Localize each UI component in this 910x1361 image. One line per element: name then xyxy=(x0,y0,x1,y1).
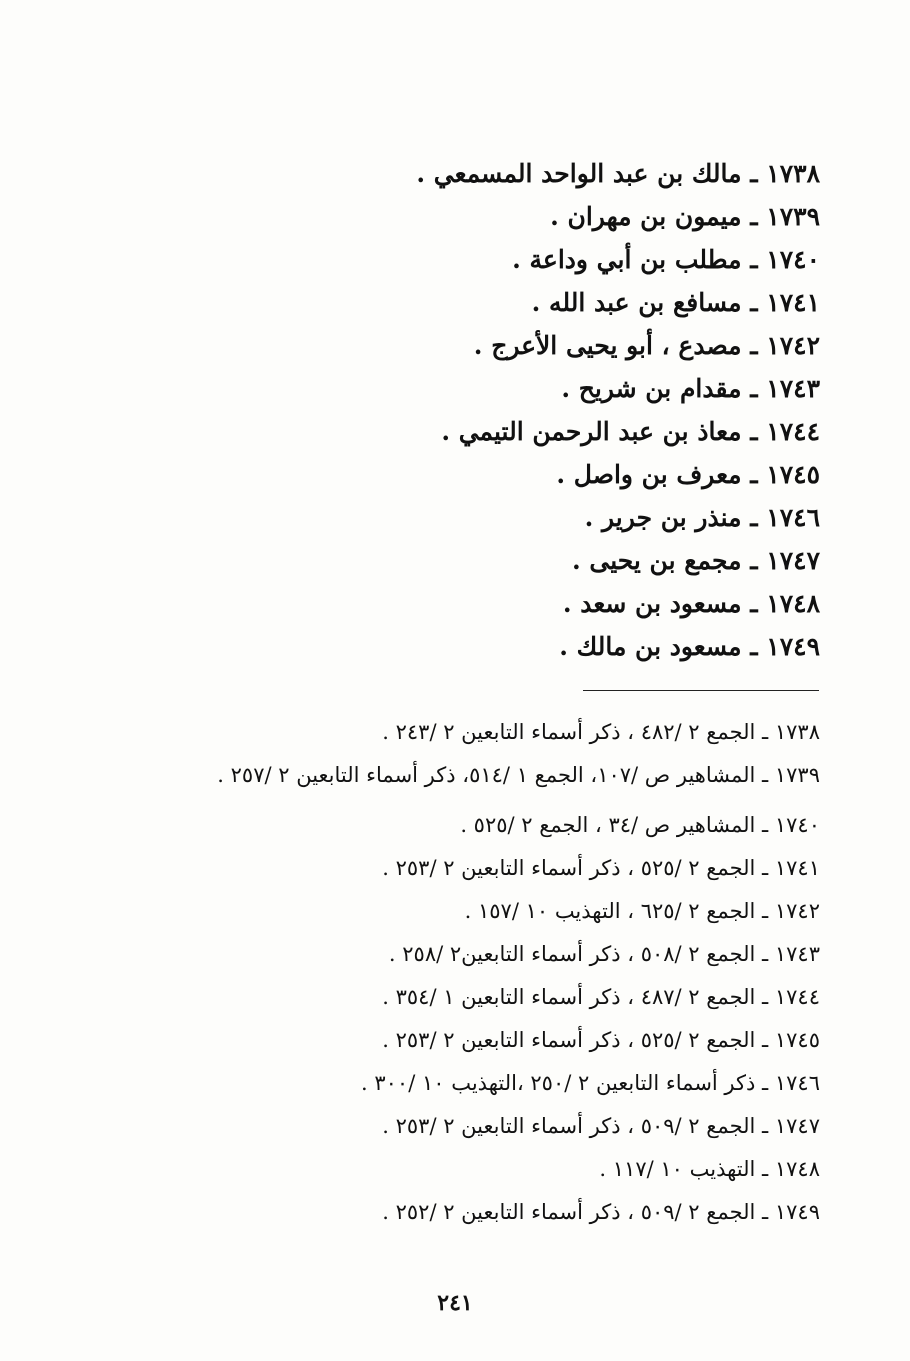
footnote-entry: ١٧٤٧ ـ الجمع ٢ /٥٠٩ ، ذكر أسماء التابعين ٢ /٢٥٣ . xyxy=(382,1114,820,1138)
footnote-entry: ١٧٤٣ ـ الجمع ٢ /٥٠٨ ، ذكر أسماء التابعين٢ /٢٥٨ . xyxy=(388,942,820,966)
narrator-entry: ١٧٤٩ ـ مسعود بن مالك . xyxy=(559,632,820,661)
narrator-entry: ١٧٤٧ ـ مجمع بن يحيى . xyxy=(571,546,820,575)
narrator-entry: ١٧٤٨ ـ مسعود بن سعد . xyxy=(562,589,820,618)
narrator-entry: ١٧٤١ ـ مسافع بن عبد الله . xyxy=(531,288,820,317)
footnote-entry: ١٧٤٨ ـ التهذيب ١٠ /١١٧ . xyxy=(599,1157,820,1181)
narrator-entry: ١٧٤٦ ـ منذر بن جرير . xyxy=(584,503,820,532)
footnote-entry: ١٧٤١ ـ الجمع ٢ /٥٢٥ ، ذكر أسماء التابعين ٢ /٢٥٣ . xyxy=(382,856,820,880)
narrator-entry: ١٧٤٥ ـ معرف بن واصل . xyxy=(556,460,820,489)
footnote-entry: ١٧٣٨ ـ الجمع ٢ /٤٨٢ ، ذكر أسماء التابعين ٢ /٢٤٣ . xyxy=(382,720,820,744)
footnote-entry: ١٧٤٢ ـ الجمع ٢ /٦٢٥ ، التهذيب ١٠ /١٥٧ . xyxy=(464,899,820,923)
narrator-entry: ١٧٤٣ ـ مقدام بن شريح . xyxy=(561,374,820,403)
footnote-list xyxy=(60,711,820,1234)
footnote-entry: ١٧٤٤ ـ الجمع ٢ /٤٨٧ ، ذكر أسماء التابعين ١ /٣٥٤ . xyxy=(382,985,820,1009)
narrator-entry: ١٧٤٠ ـ مطلب بن أبي وداعة . xyxy=(512,245,820,274)
footnote-entry: ١٧٤٩ ـ الجمع ٢ /٥٠٩ ، ذكر أسماء التابعين ٢ /٢٥٢ . xyxy=(382,1200,820,1224)
footnote-entry: ١٧٤٦ ـ ذكر أسماء التابعين ٢ /٢٥٠ ،التهذيب ١٠ /٣٠٠ . xyxy=(361,1071,820,1095)
footnote-entry: ١٧٤٥ ـ الجمع ٢ /٥٢٥ ، ذكر أسماء التابعين ٢ /٢٥٣ . xyxy=(382,1028,820,1052)
narrator-entry: ١٧٣٩ ـ ميمون بن مهران . xyxy=(550,202,820,231)
narrator-entry: ١٧٣٨ ـ مالك بن عبد الواحد المسمعي . xyxy=(416,159,820,188)
narrator-entry: ١٧٤٢ ـ مصدع ، أبو يحيى الأعرج . xyxy=(473,331,820,360)
narrator-entry: ١٧٤٤ ـ معاذ بن عبد الرحمن التيمي . xyxy=(441,417,820,446)
footnote-entry: ١٧٤٠ ـ المشاهير ص /٣٤ ، الجمع ٢ /٥٢٥ . xyxy=(460,813,820,837)
footnote-entry: ١٧٣٩ ـ المشاهير ص /١٠٧، الجمع ١ /٥١٤، ذكر أسماء التابعين ٢ /٢٥٧ . xyxy=(217,763,820,787)
narrator-list xyxy=(120,152,820,668)
page-number: ٢٤١ xyxy=(437,1290,473,1316)
footnote-divider xyxy=(583,690,819,691)
